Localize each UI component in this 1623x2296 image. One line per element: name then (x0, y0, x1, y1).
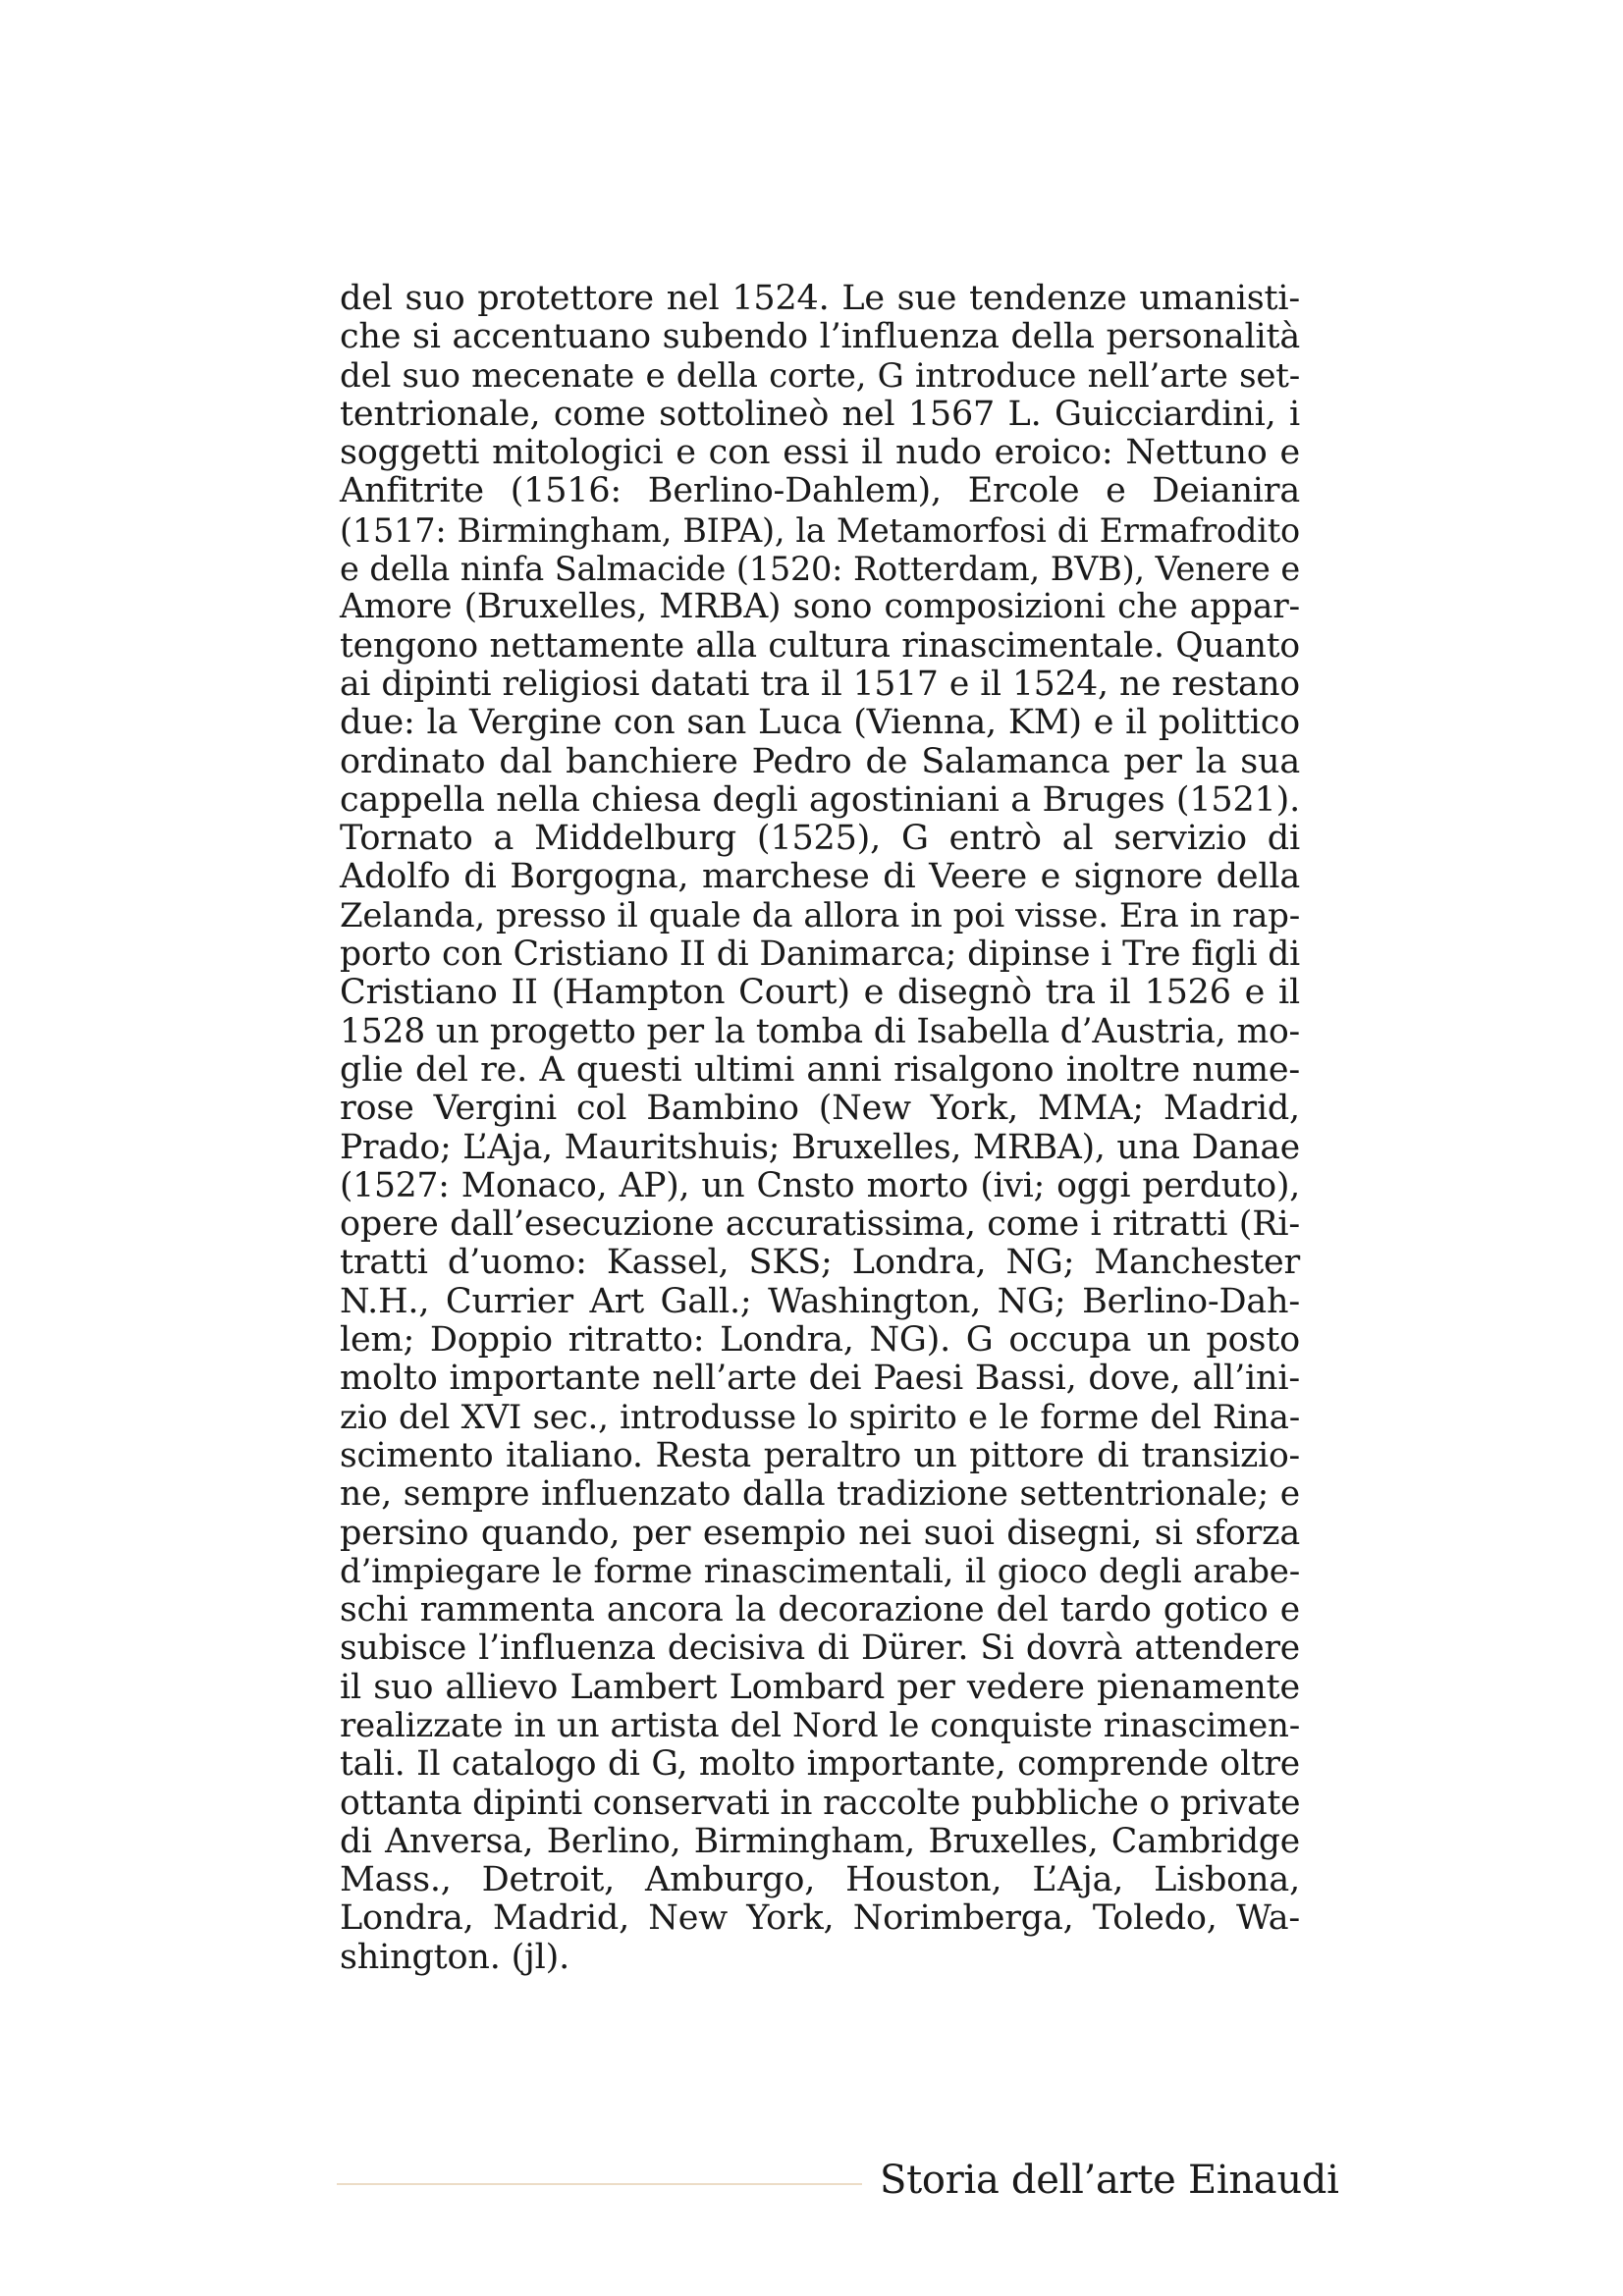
text-line: opere dall’esecuzione accuratissima, come i ritratti (Ri- (340, 1204, 1300, 1245)
text-line: tratti d’uomo: Kassel, SKS; Londra, NG; Manchester (340, 1243, 1300, 1283)
text-line: tali. Il catalogo di G, molto importante, comprende oltre (340, 1744, 1300, 1785)
text-line: ne, sempre influenzato dalla tradizione settentrionale; e (340, 1474, 1300, 1515)
text-line: scimento italiano. Resta peraltro un pittore di transizio- (340, 1435, 1300, 1475)
text-line: ordinato dal banchiere Pedro de Salamanca per la sua (340, 741, 1300, 781)
text-line-last: shington. (jl). (340, 1937, 570, 1977)
text-line: schi rammenta ancora la decorazione del tardo gotico e (340, 1590, 1300, 1630)
text-line: rose Vergini col Bambino (New York, MMA; Madrid, (340, 1089, 1300, 1129)
text-line: Tornato a Middelburg (1525), G entrò al servizio di (340, 819, 1300, 859)
text-line: tengono nettamente alla cultura rinascimentale. Quanto (340, 625, 1300, 666)
text-line: (1527: Monaco, AP), un Cnsto morto (ivi; oggi perduto), (340, 1165, 1300, 1205)
text-line: due: la Vergine con san Luca (Vienna, KM) e il polittico (340, 703, 1300, 743)
text-line: ottanta dipinti conservati in raccolte pubbliche o private (340, 1783, 1301, 1823)
text-line: Adolfo di Borgogna, marchese di Veere e signore della (340, 857, 1300, 897)
text-line: lem; Doppio ritratto: Londra, NG). G occupa un posto (340, 1320, 1300, 1361)
text-line: molto importante nell’arte dei Paesi Bassi, dove, all’ini- (340, 1359, 1300, 1399)
text-line: realizzate in un artista del Nord le conquiste rinascimen- (340, 1705, 1300, 1745)
footer-title: Storia dell’arte Einaudi (880, 2158, 1339, 2203)
text-line: (1517: Birmingham, BIPA), la Metamorfosi di Ermafrodito (340, 510, 1300, 550)
text-line: tentrionale, come sottolineò nel 1567 L. Guicciardini, i (340, 394, 1300, 434)
text-line: N.H., Currier Art Gall.; Washington, NG; Berlino-Dah- (340, 1281, 1300, 1321)
text-line: Cristiano II (Hampton Court) e disegnò tra il 1526 e il (340, 973, 1300, 1013)
text-line: che si accentuano subendo l’influenza della personalità (340, 317, 1300, 357)
text-line: Amore (Bruxelles, MRBA) sono composizioni che appar- (340, 587, 1300, 627)
text-line: subisce l’influenza decisiva di Dürer. Si dovrà attendere (340, 1629, 1300, 1669)
body-text (340, 280, 1300, 1977)
text-line: Prado; L’Aja, Mauritshuis; Bruxelles, MRBA), una Danae (340, 1127, 1300, 1167)
text-line: 1528 un progetto per la tomba di Isabella d’Austria, mo- (340, 1011, 1300, 1051)
text-line: zio del XVI sec., introdusse lo spirito e le forme del Rina- (340, 1397, 1300, 1437)
footer-rule (337, 2183, 862, 2185)
text-line: Anfitrite (1516: Berlino-Dahlem), Ercole e Deianira (340, 471, 1300, 511)
text-line: d’impiegare le forme rinascimentali, il gioco degli arabe- (340, 1551, 1300, 1591)
text-line: Mass., Detroit, Amburgo, Houston, L’Aja, Lisbona, (340, 1860, 1300, 1900)
text-line: glie del re. A questi ultimi anni risalgono inoltre nume- (340, 1049, 1300, 1090)
text-line: e della ninfa Salmacide (1520: Rotterdam, BVB), Venere e (340, 550, 1300, 589)
text-line: il suo allievo Lambert Lombard per vedere pienamente (340, 1667, 1300, 1707)
text-line: persino quando, per esempio nei suoi disegni, si sforza (340, 1513, 1300, 1553)
text-line: del suo mecenate e della corte, G introduce nell’arte set- (340, 355, 1300, 396)
text-line: di Anversa, Berlino, Birmingham, Bruxelles, Cambridge (340, 1821, 1300, 1861)
text-line: del suo protettore nel 1524. Le sue tendenze umanisti- (340, 279, 1300, 318)
text-line: soggetti mitologici e con essi il nudo eroico: Nettuno e (340, 433, 1300, 473)
text-line: porto con Cristiano II di Danimarca; dipinse i Tre figli di (340, 934, 1300, 975)
text-line: ai dipinti religiosi datati tra il 1517 e il 1524, ne restano (340, 664, 1300, 704)
text-line: Zelanda, presso il quale da allora in poi visse. Era in rap- (340, 895, 1300, 935)
text-line: Londra, Madrid, New York, Norimberga, Toledo, Wa- (340, 1898, 1300, 1939)
text-line: cappella nella chiesa degli agostiniani a Bruges (1521). (340, 779, 1300, 820)
